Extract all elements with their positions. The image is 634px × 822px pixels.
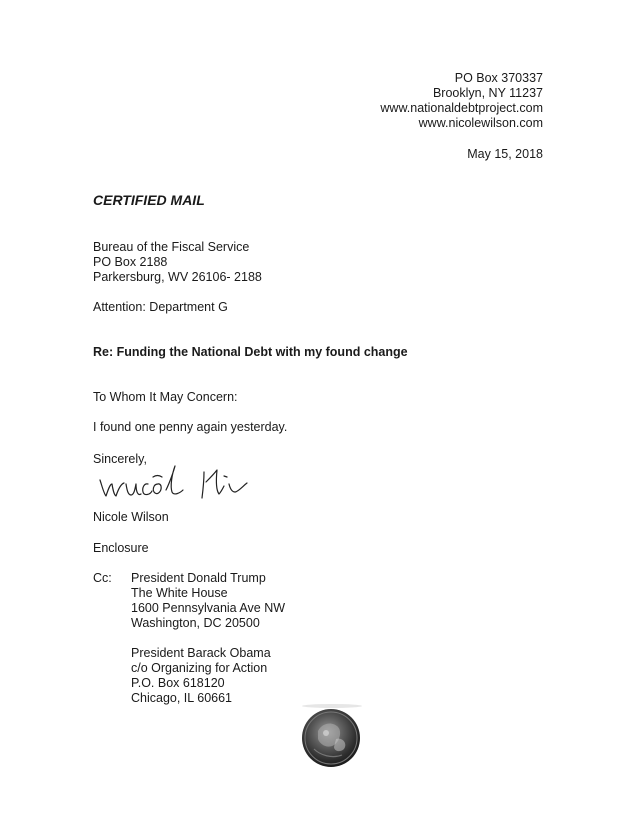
sender-website: www.nicolewilson.com	[418, 116, 543, 130]
cc-recipient-line: Chicago, IL 60661	[131, 691, 233, 705]
penny-coin-image	[296, 701, 368, 773]
cc-recipient-line: President Barack Obama	[131, 646, 271, 660]
sender-address-line: PO Box 370337	[454, 71, 543, 85]
cc-recipient-line: 1600 Pennsylvania Ave NW	[131, 601, 286, 615]
handwritten-signature	[96, 462, 266, 507]
sender-address-line: Brooklyn, NY 11237	[432, 86, 543, 100]
recipient-line: Bureau of the Fiscal Service	[93, 240, 250, 254]
cc-recipient-line: P.O. Box 618120	[131, 676, 225, 690]
letter-date: May 15, 2018	[467, 147, 543, 161]
subject-line: Re: Funding the National Debt with my found change	[93, 345, 408, 359]
sender-website: www.nationaldebtproject.com	[380, 101, 543, 115]
cc-recipient-line: President Donald Trump	[131, 571, 266, 585]
cc-label: Cc:	[93, 571, 112, 585]
recipient-line: PO Box 2188	[93, 255, 168, 269]
enclosure-note: Enclosure	[93, 541, 149, 555]
cc-recipient-line: c/o Organizing for Action	[131, 661, 268, 675]
cc-recipient-line: Washington, DC 20500	[131, 616, 260, 630]
attention-line: Attention: Department G	[93, 300, 228, 314]
closing: Sincerely,	[93, 452, 147, 466]
letter-body: I found one penny again yesterday.	[93, 420, 288, 434]
signature-name: Nicole Wilson	[93, 510, 169, 524]
recipient-line: Parkersburg, WV 26106- 2188	[93, 270, 262, 284]
cc-recipient-line: The White House	[131, 586, 228, 600]
salutation: To Whom It May Concern:	[93, 390, 238, 404]
mail-type-heading: CERTIFIED MAIL	[93, 192, 205, 208]
